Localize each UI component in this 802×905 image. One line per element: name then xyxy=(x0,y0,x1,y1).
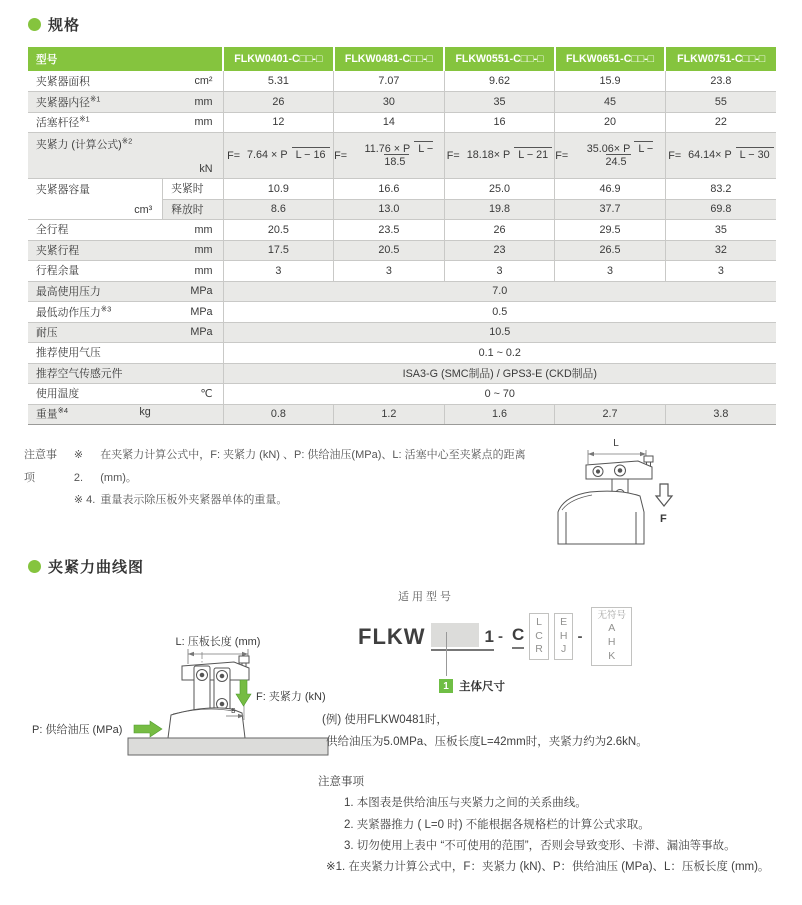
model-code-seg2: C xyxy=(512,624,525,644)
note-text: 在夹紧力计算公式中，F: 夹紧力 (kN) 、P: 供给油压(MPa)、L: 活塞中心至夹紧点的距离 (mm)。 xyxy=(100,449,526,484)
model-code-dash: - xyxy=(498,628,503,646)
row-label: 推荐使用气压 xyxy=(28,343,163,364)
model-column-header: FLKW0551-C□□-□ xyxy=(444,47,555,71)
row-label: 夹紧器面积 xyxy=(28,71,163,92)
formula-prefix: F= xyxy=(227,149,241,162)
model-column-header: FLKW0481-C□□-□ xyxy=(334,47,445,71)
formula-prefix: F= xyxy=(555,149,569,162)
callout-line xyxy=(446,632,447,676)
s-label: s xyxy=(231,705,236,715)
spec-value-cell: 1.6 xyxy=(444,404,555,425)
table-row xyxy=(28,281,776,302)
spec-value-cell: 35 xyxy=(444,92,555,113)
f-force-label: F xyxy=(660,513,667,525)
sub-row-label: 释放时 xyxy=(163,199,223,220)
fraction xyxy=(684,149,773,161)
row-label: 最低动作压力$^{※3}$ xyxy=(28,302,163,323)
formula-cell xyxy=(665,133,776,179)
row-unit: mm xyxy=(163,220,223,241)
option-letter: K xyxy=(608,649,616,662)
spec-value-cell: 55 xyxy=(665,92,776,113)
note-text: 重量表示除压板外夹紧器单体的重量。 xyxy=(100,494,288,507)
row-unit: MPa xyxy=(163,322,223,343)
table-row xyxy=(28,240,776,261)
spec-value-cell: 29.5 xyxy=(555,220,666,241)
spec-value-cell: 83.2 xyxy=(665,179,776,200)
option-letter: E xyxy=(560,616,568,629)
option-letter: H xyxy=(559,629,568,642)
sub-row-label: 夹紧时 xyxy=(163,179,223,200)
fraction-numerator: 64.14× P xyxy=(688,149,732,162)
row-label: 推荐空气传感元件 xyxy=(28,363,163,384)
row-label: 耐压 xyxy=(28,322,163,343)
spec-value-cell: 20 xyxy=(555,112,666,133)
spec-value-cell: 20.5 xyxy=(334,240,445,261)
spec-value-cell: 15.9 xyxy=(555,71,666,92)
spec-value-cell: 1.2 xyxy=(334,404,445,425)
fraction-numerator: 18.18× P xyxy=(466,149,511,162)
spec-value-cell: 30 xyxy=(334,92,445,113)
formula-prefix: F= xyxy=(334,149,348,162)
clamp-body-shape xyxy=(558,491,644,544)
spec-value-cell: 14 xyxy=(334,112,445,133)
spec-value-cell: 37.7 xyxy=(555,199,666,220)
table-row xyxy=(28,302,776,323)
model-code-size-segment xyxy=(431,623,494,651)
section-bullet-icon xyxy=(28,18,41,31)
row-unit: MPa xyxy=(163,281,223,302)
row-label: 夹紧器内径$^{※1}$ xyxy=(28,92,163,113)
example-block xyxy=(322,710,792,754)
model-code-dash: - xyxy=(577,628,583,646)
callout-label: 主体尺寸 xyxy=(459,681,505,693)
model-code-seg1: 1 xyxy=(484,626,494,646)
formula-expression xyxy=(555,143,665,168)
spec-value-cell: 13.0 xyxy=(334,199,445,220)
model-column-header: FLKW0401-C□□-□ xyxy=(223,47,334,71)
clamp-force-diagram xyxy=(30,616,350,766)
spec-value-cell: 8.6 xyxy=(223,199,334,220)
spec-value-cell: 32 xyxy=(665,240,776,261)
fraction xyxy=(243,149,329,161)
pressure-arrow-icon xyxy=(134,721,162,737)
row-unit: MPa xyxy=(163,302,223,323)
spec-value-cell: 0.1 ~ 0.2 xyxy=(223,343,776,364)
base-plate-shape xyxy=(128,738,328,755)
formula-prefix: F= xyxy=(668,149,682,162)
spec-value-cell: 26 xyxy=(444,220,555,241)
section-curve-header xyxy=(28,556,144,577)
spec-value-cell: 3.8 xyxy=(665,404,776,425)
row-unit: kN xyxy=(199,163,213,175)
formula-label-box xyxy=(28,133,223,178)
table-notes xyxy=(24,444,564,512)
row-unit: mm xyxy=(163,240,223,261)
fraction xyxy=(571,143,665,168)
row-label: 夹紧行程 xyxy=(28,240,163,261)
note-marker: ※ 4. xyxy=(73,494,96,507)
row-unit: mm xyxy=(163,112,223,133)
row-label: 最高使用压力 xyxy=(28,281,163,302)
spec-value-cell: 5.31 xyxy=(223,71,334,92)
spec-value-cell: 69.8 xyxy=(665,199,776,220)
spec-value-cell: 22 xyxy=(665,112,776,133)
row-unit: cm² xyxy=(163,71,223,92)
spec-value-cell: 45 xyxy=(555,92,666,113)
spec-value-cell: 19.8 xyxy=(444,199,555,220)
option-letter: A xyxy=(608,622,616,635)
example-line1: (例) 使用FLKW0481时， xyxy=(322,714,448,726)
spec-value-cell: 9.62 xyxy=(444,71,555,92)
spec-value-cell: 12 xyxy=(223,112,334,133)
curve-note-item: 2. 夹紧器推力 ( L=0 时) 不能根据各规格栏的计算公式求取。 xyxy=(344,818,650,831)
weight-label-box xyxy=(28,406,163,422)
curve-notes xyxy=(318,772,798,878)
formula-cell xyxy=(223,133,334,179)
row-label xyxy=(28,179,163,220)
row-label xyxy=(28,404,163,425)
row-unit xyxy=(163,343,223,364)
clamp-dimension-drawing xyxy=(556,432,716,547)
table-row xyxy=(28,133,776,179)
fraction xyxy=(463,149,552,161)
table-row xyxy=(28,179,776,200)
fraction-numerator: 11.76 × P xyxy=(364,143,411,156)
model-code-prefix: FLKW xyxy=(358,623,426,649)
row-label: 全行程 xyxy=(28,220,163,241)
spec-value-cell: 0.5 xyxy=(223,302,776,323)
formula-cell xyxy=(444,133,555,179)
option-letter: H xyxy=(607,635,616,648)
model-code-c-segment xyxy=(512,625,524,649)
table-row xyxy=(28,343,776,364)
body-size-callout xyxy=(439,678,505,694)
spec-value-cell: 10.5 xyxy=(223,322,776,343)
model-code-option-box-ehj xyxy=(554,613,574,660)
spec-value-cell: 23 xyxy=(444,240,555,261)
capacity-label-box xyxy=(28,179,162,219)
row-unit: mm xyxy=(163,92,223,113)
spec-value-cell: 0.8 xyxy=(223,404,334,425)
curve-notes-title: 注意事项 xyxy=(318,776,364,788)
fraction-denominator: L − 18.5 xyxy=(384,143,434,168)
row-label: 使用温度 xyxy=(28,384,163,405)
spec-value-cell: 3 xyxy=(665,261,776,282)
spec-table xyxy=(28,47,776,425)
fraction-numerator: 7.64 × P xyxy=(247,149,288,162)
row-unit: ℃ xyxy=(163,384,223,405)
row-unit: kg xyxy=(139,406,151,419)
spec-value-cell: 16 xyxy=(444,112,555,133)
table-row xyxy=(28,363,776,384)
table-note-item xyxy=(74,444,564,489)
fraction xyxy=(350,143,444,168)
row-unit: cm³ xyxy=(134,204,153,216)
row-label: 活塞杆径$^{※1}$ xyxy=(28,112,163,133)
spec-value-cell: 26 xyxy=(223,92,334,113)
spacer-cell xyxy=(163,404,223,425)
row-label-text: 夹紧器容量 xyxy=(36,184,90,196)
formula-cell xyxy=(334,133,445,179)
spec-value-cell: 7.07 xyxy=(334,71,445,92)
curve-note-item: ※1. 在夹紧力计算公式中，F：夹紧力 (kN)、P：供给油压 (MPa)、L：压板长度 (mm)。 xyxy=(326,861,770,874)
spec-value-cell: 3 xyxy=(444,261,555,282)
row-label-text: 重量$^{※4}$ xyxy=(36,406,69,422)
spec-value-cell: 0 ~ 70 xyxy=(223,384,776,405)
row-label: 行程余量 xyxy=(28,261,163,282)
table-row xyxy=(28,112,776,133)
model-code-size-box xyxy=(431,623,479,647)
spec-value-cell: 20.5 xyxy=(223,220,334,241)
l-dimension-label: L xyxy=(613,438,619,449)
spec-value-cell: 23.5 xyxy=(334,220,445,241)
table-row xyxy=(28,92,776,113)
formula-expression xyxy=(666,149,776,161)
option-letter: C xyxy=(535,629,543,642)
table-row xyxy=(28,261,776,282)
spec-value-cell: 25.0 xyxy=(444,179,555,200)
spec-value-cell: 26.5 xyxy=(555,240,666,261)
table-row xyxy=(28,404,776,425)
table-row xyxy=(28,220,776,241)
row-unit: mm xyxy=(163,261,223,282)
clamp-force-arrow-icon xyxy=(236,680,251,706)
table-note-item xyxy=(74,489,564,512)
spec-value-cell: 7.0 xyxy=(223,281,776,302)
pad-length-label: L: 压板长度 (mm) xyxy=(175,636,261,648)
row-unit xyxy=(163,363,223,384)
spec-value-cell: 23.8 xyxy=(665,71,776,92)
spec-value-cell: 16.6 xyxy=(334,179,445,200)
row-label xyxy=(28,133,223,179)
row-label-text: 夹紧力 (计算公式)$^{※2}$ xyxy=(36,136,133,151)
curve-note-item: 3. 切勿使用上表中 “不可使用的范围”，否则会导致变形、卡滞、漏油等事故。 xyxy=(344,839,736,852)
supply-pressure-label: P: 供给油压 (MPa) xyxy=(32,724,123,736)
section-title-spec: 规格 xyxy=(48,17,81,34)
section-title-curve: 夹紧力曲线图 xyxy=(48,559,145,576)
option-letter: R xyxy=(535,643,543,656)
model-code-title: 适用型号 xyxy=(398,591,454,603)
table-notes-title: 注意事项 xyxy=(24,449,57,484)
fraction-denominator: L − 21 xyxy=(514,147,552,161)
option-letter: L xyxy=(536,616,542,629)
table-row xyxy=(28,71,776,92)
formula-expression xyxy=(334,143,444,168)
formula-cell xyxy=(555,133,666,179)
model-code-option-box-suffix xyxy=(591,607,632,666)
curve-note-item: 1. 本图表是供给油压与夹紧力之间的关系曲线。 xyxy=(344,797,587,810)
model-column-header: FLKW0651-C□□-□ xyxy=(555,47,666,71)
spec-value-cell: 2.7 xyxy=(555,404,666,425)
spec-value-cell: 46.9 xyxy=(555,179,666,200)
spec-value-cell: 35 xyxy=(665,220,776,241)
fraction-denominator: L − 30 xyxy=(736,147,774,161)
example-line2: 供给油压为5.0MPa、压板长度L=42mm时，夹紧力约为2.6kN。 xyxy=(326,735,648,748)
section-bullet-icon xyxy=(28,560,41,573)
clamp-force-label: F: 夹紧力 (kN) xyxy=(256,691,326,703)
fraction-numerator: 35.06× P xyxy=(586,143,631,156)
callout-number-badge: 1 xyxy=(439,679,453,693)
model-code-diagram xyxy=(358,588,638,700)
option-letter: J xyxy=(561,643,567,656)
fraction-denominator: L − 24.5 xyxy=(605,143,654,168)
table-row xyxy=(28,322,776,343)
note-marker: ※ 2. xyxy=(73,449,84,484)
spec-value-cell: 10.9 xyxy=(223,179,334,200)
spec-value-cell: 3 xyxy=(223,261,334,282)
spec-table-header-row xyxy=(28,47,776,71)
table-row xyxy=(28,384,776,405)
formula-prefix: F= xyxy=(446,149,460,162)
spec-value-cell: ISA3-G (SMC制品) / GPS3-E (CKD制品) xyxy=(223,363,776,384)
spec-value-cell: 3 xyxy=(555,261,666,282)
option-box-header: 无符号 xyxy=(597,610,626,621)
force-direction-arrow-icon xyxy=(656,484,672,506)
model-column-header: FLKW0751-C□□-□ xyxy=(665,47,776,71)
model-code-option-box-lcr xyxy=(529,613,549,660)
fraction-denominator: L − 16 xyxy=(292,147,330,161)
formula-expression xyxy=(445,149,555,161)
spec-value-cell: 17.5 xyxy=(223,240,334,261)
spec-value-cell: 3 xyxy=(334,261,445,282)
formula-expression xyxy=(224,149,334,161)
model-header-label: 型号 xyxy=(28,47,223,71)
section-specifications-header xyxy=(28,14,80,35)
